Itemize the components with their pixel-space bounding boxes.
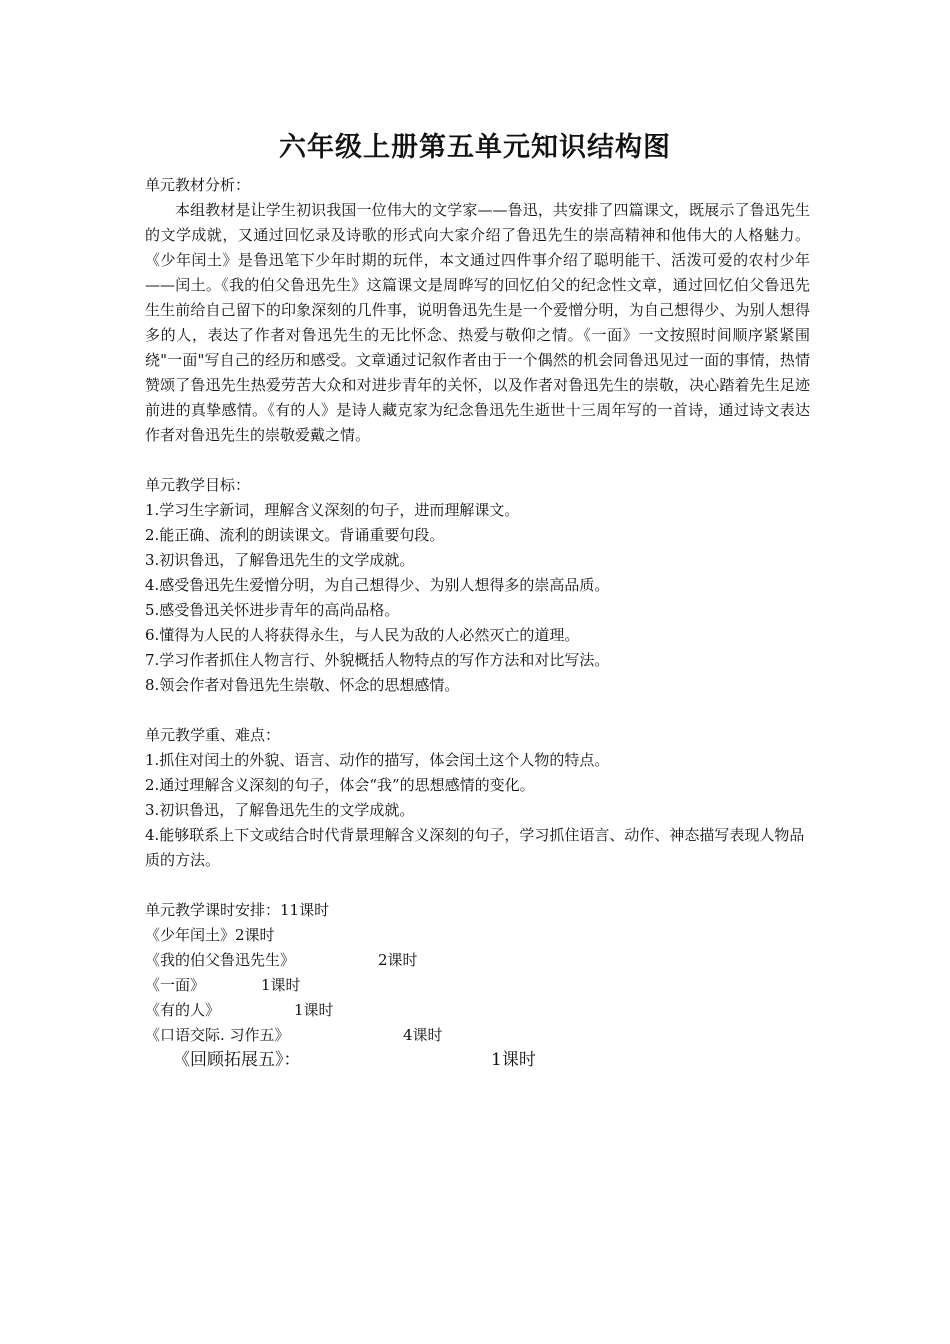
schedule-hours: 2课时 <box>378 951 418 969</box>
schedule-lesson: 《回顾拓展五》： <box>173 1050 301 1070</box>
section-spacer <box>145 448 810 473</box>
schedule-hours: 1课时 <box>294 1001 334 1019</box>
key-points-heading: 单元教学重、难点： <box>145 726 281 744</box>
schedule-row <box>145 948 810 973</box>
schedule-row <box>145 973 810 998</box>
schedule-row <box>145 998 810 1023</box>
key-point-item: 2.通过理解含义深刻的句子，体会“我”的思想感情的变化。 <box>145 776 535 794</box>
goal-item: 1.学习生字新词，理解含义深刻的句子，进而理解课文。 <box>145 501 520 519</box>
goal-item: 6.懂得为人民的人将获得永生，与人民为敌的人必然灭亡的道理。 <box>145 626 580 644</box>
schedule-heading: 单元教学课时安排：11课时 <box>145 901 330 919</box>
goal-item: 3.初识鲁迅，了解鲁迅先生的文学成就。 <box>145 551 415 569</box>
goal-item: 5.感受鲁迅关怀进步青年的高尚品格。 <box>145 601 400 619</box>
key-point-item: 4.能够联系上下文或结合时代背景理解含义深刻的句子，学习抓住语言、动作、神态描写表现人物品质的方法。 <box>145 826 805 869</box>
goal-item: 4.感受鲁迅先生爱憎分明，为自己想得少、为别人想得多的崇高品质。 <box>145 576 610 594</box>
schedule-hours: 4课时 <box>403 1026 443 1044</box>
section-spacer <box>145 698 810 723</box>
key-point-item: 3.初识鲁迅，了解鲁迅先生的文学成就。 <box>145 801 415 819</box>
analysis-heading: 单元教材分析： <box>145 176 251 194</box>
schedule-row <box>145 1023 810 1048</box>
goal-item: 8.领会作者对鲁迅先生崇敬、怀念的思想感情。 <box>145 676 460 694</box>
schedule-lesson: 《我的伯父鲁迅先生》 <box>145 951 296 969</box>
goal-item: 2.能正确、流利的朗读课文。背诵重要句段。 <box>145 526 445 544</box>
schedule-row-last <box>145 1048 810 1075</box>
schedule-lesson: 《一面》 <box>145 976 206 994</box>
schedule-row <box>145 923 810 948</box>
goals-heading: 单元教学目标： <box>145 476 251 494</box>
goal-item: 7.学习作者抓住人物言行、外貌概括人物特点的写作方法和对比写法。 <box>145 651 610 669</box>
section-spacer <box>145 873 810 898</box>
schedule-hours: 1课时 <box>261 976 301 994</box>
schedule-lesson: 《少年闰土》2课时 <box>145 926 275 944</box>
document-body <box>145 173 810 1075</box>
schedule-lesson: 《口语交际. 习作五》 <box>145 1026 290 1044</box>
schedule-lesson: 《有的人》 <box>145 1001 221 1019</box>
document-title: 六年级上册第五单元知识结构图 <box>279 132 671 163</box>
schedule-hours: 1课时 <box>491 1050 536 1070</box>
key-point-item: 1.抓住对闰土的外貌、语言、动作的描写，体会闰土这个人物的特点。 <box>145 751 610 769</box>
analysis-paragraph: 本组教材是让学生初识我国一位伟大的文学家——鲁迅，共安排了四篇课文，既展示了鲁迅先生的文学成就，又通过回忆录及诗歌的形式向大家介绍了鲁迅先生的崇高精神和他伟大的人格魅力。《少年闰土》是鲁迅笔下少年时期的玩伴，本文通过四件事介绍了聪明能干、活泼可爱的农村少年——闰土。《我的伯父鲁迅先生》这篇课文是周晔写的回忆伯父的纪念性文章，通过回忆伯父鲁迅先生生前给自己留下的印象深刻的几件事，说明鲁迅先生是一个爱憎分明，为自己想得少、为别人想得多的人，表达了作者对鲁迅先生的无比怀念、热爱与敬仰之情。《一面》一文按照时间顺序紧紧围绕"一面"写自己的经历和感受。文章通过记叙作者由于一个偶然的机会同鲁迅见过一面的事情，热情赞颂了鲁迅先生热爱劳苦大众和对进步青年的关怀，以及作者对鲁迅先生的崇敬，决心踏着先生足迹前进的真挚感情。《有的人》是诗人藏克家为纪念鲁迅先生逝世十三周年写的一首诗，通过诗文表达作者对鲁迅先生的崇敬爱戴之情。 <box>145 201 810 444</box>
